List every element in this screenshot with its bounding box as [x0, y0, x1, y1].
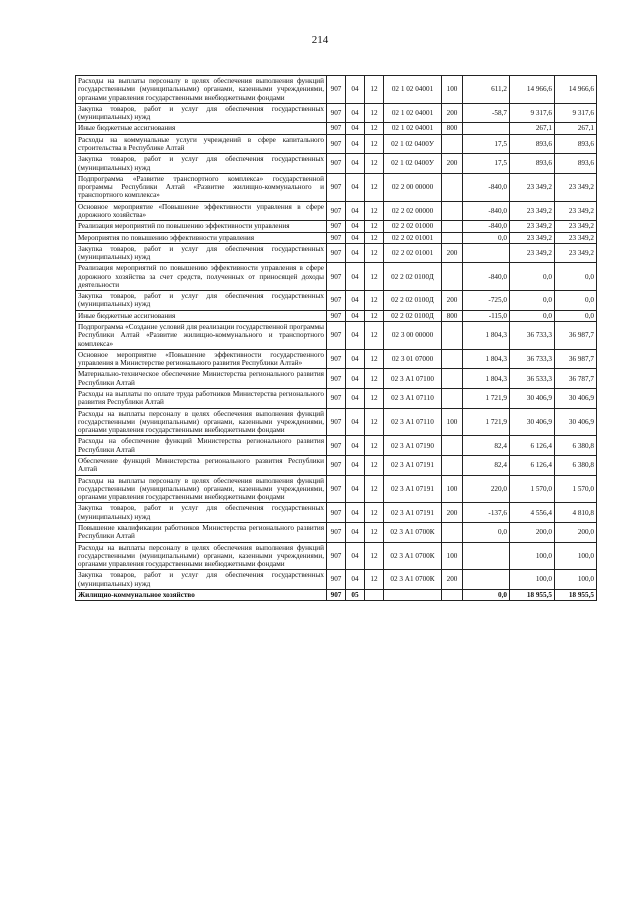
- subsection-code: [365, 589, 384, 600]
- expense-type: 200: [442, 503, 463, 523]
- section-code: 04: [346, 503, 365, 523]
- expense-type: [442, 436, 463, 456]
- table-row: [76, 503, 597, 523]
- section-code: 04: [346, 201, 365, 221]
- expense-type: [442, 173, 463, 201]
- row-name: Повышение квалификации работников Министерства регионального развития Республики Алтай: [76, 522, 327, 542]
- change-amount: 1 804,3: [463, 322, 510, 350]
- amount-second: 23 349,2: [555, 243, 597, 263]
- row-name: Материально-техническое обеспечение Министерства регионального развития Республики Алтай: [76, 369, 327, 389]
- ministry-code: 907: [327, 522, 346, 542]
- section-code: 04: [346, 76, 365, 104]
- amount-second: 23 349,2: [555, 232, 597, 243]
- subsection-code: 12: [365, 291, 384, 311]
- expense-type: [442, 134, 463, 154]
- subsection-code: 12: [365, 389, 384, 409]
- ministry-code: 907: [327, 455, 346, 475]
- target-article: 02 2 02 01001: [384, 232, 442, 243]
- section-code: 05: [346, 589, 365, 600]
- subsection-code: 12: [365, 154, 384, 174]
- amount: 0,0: [510, 263, 555, 291]
- table-body: [76, 76, 597, 601]
- section-code: 04: [346, 436, 365, 456]
- amount: 6 126,4: [510, 436, 555, 456]
- section-code: 04: [346, 232, 365, 243]
- subsection-code: 12: [365, 232, 384, 243]
- expense-type: [442, 322, 463, 350]
- change-amount: [463, 123, 510, 134]
- row-name: Закупка товаров, работ и услуг для обеспечения государственных (муниципальных) нужд: [76, 154, 327, 174]
- amount-second: 36 787,7: [555, 369, 597, 389]
- table-row: [76, 154, 597, 174]
- subsection-code: 12: [365, 134, 384, 154]
- row-name: Расходы на выплаты персоналу в целях обеспечения выполнения функций государственными (муниципальными) органами, казенными учреждениями, органами управления государственными внебюджетными фондами: [76, 76, 327, 104]
- ministry-code: 907: [327, 173, 346, 201]
- expense-type: [442, 522, 463, 542]
- change-amount: 1 804,3: [463, 369, 510, 389]
- amount-second: 6 380,8: [555, 455, 597, 475]
- amount-second: 267,1: [555, 123, 597, 134]
- section-code: 04: [346, 310, 365, 321]
- ministry-code: 907: [327, 221, 346, 232]
- subsection-code: 12: [365, 221, 384, 232]
- row-name: Расходы на обеспечение функций Министерства регионального развития Республики Алтай: [76, 436, 327, 456]
- expense-type: 200: [442, 154, 463, 174]
- table-row: [76, 522, 597, 542]
- change-amount: -840,0: [463, 263, 510, 291]
- expense-type: [442, 455, 463, 475]
- subsection-code: 12: [365, 503, 384, 523]
- section-code: 04: [346, 123, 365, 134]
- expense-type: 100: [442, 475, 463, 503]
- table-row: [76, 570, 597, 590]
- row-name: Закупка товаров, работ и услуг для обеспечения государственных (муниципальных) нужд: [76, 243, 327, 263]
- table-row: [76, 232, 597, 243]
- change-amount: 17,5: [463, 134, 510, 154]
- table-row: [76, 436, 597, 456]
- subsection-code: 12: [365, 408, 384, 436]
- ministry-code: 907: [327, 201, 346, 221]
- target-article: 02 1 02 0400У: [384, 134, 442, 154]
- row-name: Закупка товаров, работ и услуг для обеспечения государственных (муниципальных) нужд: [76, 503, 327, 523]
- amount: 23 349,2: [510, 243, 555, 263]
- section-code: 04: [346, 570, 365, 590]
- change-amount: [463, 243, 510, 263]
- row-name: Подпрограмма «Создание условий для реализации государственной программы Республики Алтай «Развитие жилищно-коммунального и транспортного комплекса»: [76, 322, 327, 350]
- table-row: [76, 475, 597, 503]
- target-article: 02 3 А1 07191: [384, 503, 442, 523]
- amount: 23 349,2: [510, 221, 555, 232]
- ministry-code: 907: [327, 389, 346, 409]
- section-code: 04: [346, 349, 365, 369]
- table-row: [76, 589, 597, 600]
- amount: 0,0: [510, 310, 555, 321]
- section-code: 04: [346, 455, 365, 475]
- table-row: [76, 408, 597, 436]
- amount: 9 317,6: [510, 103, 555, 123]
- section-code: 04: [346, 522, 365, 542]
- ministry-code: 907: [327, 310, 346, 321]
- ministry-code: 907: [327, 369, 346, 389]
- expense-type: [442, 589, 463, 600]
- row-name: Основное мероприятие «Повышение эффективности государственного управления в Министерстве регионального развития Республики Алтай»: [76, 349, 327, 369]
- amount-second: 6 380,8: [555, 436, 597, 456]
- expense-type: [442, 232, 463, 243]
- row-name: Обеспечение функций Министерства регионального развития Республики Алтай: [76, 455, 327, 475]
- subsection-code: 12: [365, 436, 384, 456]
- change-amount: 1 721,9: [463, 408, 510, 436]
- ministry-code: 907: [327, 232, 346, 243]
- row-name: Мероприятия по повышению эффективности управления: [76, 232, 327, 243]
- change-amount: -115,0: [463, 310, 510, 321]
- change-amount: [463, 542, 510, 570]
- row-name: Иные бюджетные ассигнования: [76, 123, 327, 134]
- subsection-code: 12: [365, 369, 384, 389]
- amount-second: 893,6: [555, 134, 597, 154]
- expense-type: 800: [442, 123, 463, 134]
- subsection-code: 12: [365, 322, 384, 350]
- target-article: 02 2 02 0100Д: [384, 291, 442, 311]
- table-row: [76, 310, 597, 321]
- amount: 23 349,2: [510, 173, 555, 201]
- expense-type: 200: [442, 103, 463, 123]
- target-article: 02 1 02 04001: [384, 103, 442, 123]
- expense-type: [442, 369, 463, 389]
- ministry-code: 907: [327, 408, 346, 436]
- amount: 30 406,9: [510, 408, 555, 436]
- section-code: 04: [346, 408, 365, 436]
- change-amount: [463, 570, 510, 590]
- ministry-code: 907: [327, 542, 346, 570]
- amount-second: 18 955,5: [555, 589, 597, 600]
- table-row: [76, 201, 597, 221]
- ministry-code: 907: [327, 103, 346, 123]
- row-name: Расходы на выплаты персоналу в целях обеспечения выполнения функций государственными (муниципальными) органами, казенными учреждениями, органами управления государственными внебюджетными фондами: [76, 542, 327, 570]
- expense-type: [442, 389, 463, 409]
- amount-second: 893,6: [555, 154, 597, 174]
- table-row: [76, 291, 597, 311]
- change-amount: -840,0: [463, 201, 510, 221]
- target-article: 02 2 02 00000: [384, 201, 442, 221]
- subsection-code: 12: [365, 201, 384, 221]
- table-row: [76, 103, 597, 123]
- expense-type: 200: [442, 291, 463, 311]
- amount: 36 533,3: [510, 369, 555, 389]
- row-name: Расходы на выплаты персоналу в целях обеспечения выполнения функций государственными (муниципальными) органами, казенными учреждениями, органами управления государственными внебюджетными фондами: [76, 475, 327, 503]
- change-amount: 1 721,9: [463, 389, 510, 409]
- row-name: Закупка товаров, работ и услуг для обеспечения государственных (муниципальных) нужд: [76, 570, 327, 590]
- change-amount: 220,0: [463, 475, 510, 503]
- row-name: Расходы на выплаты по оплате труда работников Министерства регионального развития Республики Алтай: [76, 389, 327, 409]
- change-amount: 82,4: [463, 455, 510, 475]
- subsection-code: 12: [365, 475, 384, 503]
- amount-second: 1 570,0: [555, 475, 597, 503]
- expense-type: 100: [442, 76, 463, 104]
- subsection-code: 12: [365, 310, 384, 321]
- table-row: [76, 76, 597, 104]
- amount-second: 36 987,7: [555, 349, 597, 369]
- amount-second: 0,0: [555, 310, 597, 321]
- target-article: 02 1 02 04001: [384, 76, 442, 104]
- amount: 4 556,4: [510, 503, 555, 523]
- ministry-code: 907: [327, 349, 346, 369]
- amount-second: 36 987,7: [555, 322, 597, 350]
- amount: 36 733,3: [510, 349, 555, 369]
- ministry-code: 907: [327, 243, 346, 263]
- subsection-code: 12: [365, 522, 384, 542]
- target-article: 02 2 02 0100Д: [384, 310, 442, 321]
- change-amount: -840,0: [463, 173, 510, 201]
- amount: 100,0: [510, 570, 555, 590]
- section-code: 04: [346, 542, 365, 570]
- target-article: 02 1 02 0400У: [384, 154, 442, 174]
- expense-type: 200: [442, 570, 463, 590]
- amount-second: 9 317,6: [555, 103, 597, 123]
- row-name: Закупка товаров, работ и услуг для обеспечения государственных (муниципальных) нужд: [76, 103, 327, 123]
- amount: 100,0: [510, 542, 555, 570]
- table-row: [76, 349, 597, 369]
- expense-type: 100: [442, 408, 463, 436]
- ministry-code: 907: [327, 589, 346, 600]
- target-article: 02 3 А1 07191: [384, 455, 442, 475]
- table-row: [76, 455, 597, 475]
- change-amount: -58,7: [463, 103, 510, 123]
- ministry-code: 907: [327, 322, 346, 350]
- subsection-code: 12: [365, 173, 384, 201]
- amount-second: 30 406,9: [555, 408, 597, 436]
- amount: 267,1: [510, 123, 555, 134]
- change-amount: 611,2: [463, 76, 510, 104]
- amount-second: 14 966,6: [555, 76, 597, 104]
- section-code: 04: [346, 369, 365, 389]
- subsection-code: 12: [365, 263, 384, 291]
- row-name: Расходы на выплаты персоналу в целях обеспечения выполнения функций государственными (муниципальными) органами, казенными учреждениями, органами управления государственными внебюджетными фондами: [76, 408, 327, 436]
- subsection-code: 12: [365, 542, 384, 570]
- budget-table: [75, 75, 597, 601]
- expense-type: 800: [442, 310, 463, 321]
- target-article: 02 2 02 0100Д: [384, 263, 442, 291]
- target-article: 02 3 А1 07191: [384, 475, 442, 503]
- amount: 1 570,0: [510, 475, 555, 503]
- subsection-code: 12: [365, 76, 384, 104]
- section-code: 04: [346, 103, 365, 123]
- ministry-code: 907: [327, 154, 346, 174]
- row-name: Основное мероприятие «Повышение эффективности управления в сфере дорожного хозяйства»: [76, 201, 327, 221]
- subsection-code: 12: [365, 103, 384, 123]
- target-article: 02 3 01 07000: [384, 349, 442, 369]
- amount: 23 349,2: [510, 232, 555, 243]
- ministry-code: 907: [327, 436, 346, 456]
- ministry-code: 907: [327, 291, 346, 311]
- change-amount: 0,0: [463, 589, 510, 600]
- row-name: Закупка товаров, работ и услуг для обеспечения государственных (муниципальных) нужд: [76, 291, 327, 311]
- table-row: [76, 173, 597, 201]
- table-row: [76, 369, 597, 389]
- target-article: 02 3 00 00000: [384, 322, 442, 350]
- amount: 6 126,4: [510, 455, 555, 475]
- expense-type: 100: [442, 542, 463, 570]
- amount: 23 349,2: [510, 201, 555, 221]
- table-row: [76, 322, 597, 350]
- amount: 0,0: [510, 291, 555, 311]
- row-name: Подпрограмма «Развитие транспортного комплекса» государственной программы Республики Алтай «Развитие жилищно-коммунального и транспортного комплекса»: [76, 173, 327, 201]
- target-article: 02 3 А1 07100: [384, 369, 442, 389]
- section-code: 04: [346, 322, 365, 350]
- table-row: [76, 134, 597, 154]
- target-article: 02 2 02 01001: [384, 243, 442, 263]
- subsection-code: 12: [365, 349, 384, 369]
- change-amount: -840,0: [463, 221, 510, 232]
- target-article: 02 3 А1 0700К: [384, 570, 442, 590]
- amount: 18 955,5: [510, 589, 555, 600]
- amount-second: 23 349,2: [555, 201, 597, 221]
- ministry-code: 907: [327, 76, 346, 104]
- change-amount: -725,0: [463, 291, 510, 311]
- target-article: 02 3 А1 07110: [384, 389, 442, 409]
- ministry-code: 907: [327, 475, 346, 503]
- table-row: [76, 243, 597, 263]
- amount-second: 23 349,2: [555, 221, 597, 232]
- amount: 200,0: [510, 522, 555, 542]
- amount: 893,6: [510, 154, 555, 174]
- row-name: Расходы на коммунальные услуги учреждений в сфере капитального строительства в Республике Алтай: [76, 134, 327, 154]
- amount: 14 966,6: [510, 76, 555, 104]
- ministry-code: 907: [327, 570, 346, 590]
- target-article: 02 3 А1 07110: [384, 408, 442, 436]
- change-amount: 0,0: [463, 232, 510, 243]
- section-code: 04: [346, 221, 365, 232]
- section-code: 04: [346, 243, 365, 263]
- expense-type: [442, 349, 463, 369]
- target-article: [384, 589, 442, 600]
- row-name: Реализация мероприятий по повышению эффективности управления в сфере дорожного хозяйства за счет средств, полученных от приносящей доходы деятельности: [76, 263, 327, 291]
- table-row: [76, 123, 597, 134]
- change-amount: 0,0: [463, 522, 510, 542]
- expense-type: 200: [442, 243, 463, 263]
- change-amount: 1 804,3: [463, 349, 510, 369]
- section-code: 04: [346, 389, 365, 409]
- subsection-code: 12: [365, 455, 384, 475]
- amount-second: 100,0: [555, 542, 597, 570]
- section-code: 04: [346, 475, 365, 503]
- expense-type: [442, 201, 463, 221]
- expense-type: [442, 263, 463, 291]
- table-row: [76, 263, 597, 291]
- subsection-code: 12: [365, 123, 384, 134]
- row-name: Реализация мероприятий по повышению эффективности управления: [76, 221, 327, 232]
- table-row: [76, 542, 597, 570]
- subsection-code: 12: [365, 570, 384, 590]
- row-name: Иные бюджетные ассигнования: [76, 310, 327, 321]
- section-code: 04: [346, 263, 365, 291]
- target-article: 02 3 А1 0700К: [384, 522, 442, 542]
- table-row: [76, 221, 597, 232]
- section-code: 04: [346, 173, 365, 201]
- amount-second: 23 349,2: [555, 173, 597, 201]
- amount-second: 0,0: [555, 263, 597, 291]
- target-article: 02 2 02 01000: [384, 221, 442, 232]
- change-amount: -137,6: [463, 503, 510, 523]
- subsection-code: 12: [365, 243, 384, 263]
- amount: 30 406,9: [510, 389, 555, 409]
- ministry-code: 907: [327, 503, 346, 523]
- ministry-code: 907: [327, 263, 346, 291]
- target-article: 02 3 А1 0700К: [384, 542, 442, 570]
- change-amount: 17,5: [463, 154, 510, 174]
- expense-type: [442, 221, 463, 232]
- target-article: 02 2 00 00000: [384, 173, 442, 201]
- page-number: 214: [311, 34, 329, 46]
- amount-second: 200,0: [555, 522, 597, 542]
- change-amount: 82,4: [463, 436, 510, 456]
- amount-second: 4 810,8: [555, 503, 597, 523]
- section-code: 04: [346, 291, 365, 311]
- target-article: 02 3 А1 07190: [384, 436, 442, 456]
- row-name: Жилищно-коммунальное хозяйство: [76, 589, 327, 600]
- amount-second: 0,0: [555, 291, 597, 311]
- amount: 36 733,3: [510, 322, 555, 350]
- ministry-code: 907: [327, 134, 346, 154]
- target-article: 02 1 02 04001: [384, 123, 442, 134]
- amount-second: 30 406,9: [555, 389, 597, 409]
- ministry-code: 907: [327, 123, 346, 134]
- section-code: 04: [346, 134, 365, 154]
- amount-second: 100,0: [555, 570, 597, 590]
- section-code: 04: [346, 154, 365, 174]
- amount: 893,6: [510, 134, 555, 154]
- table-row: [76, 389, 597, 409]
